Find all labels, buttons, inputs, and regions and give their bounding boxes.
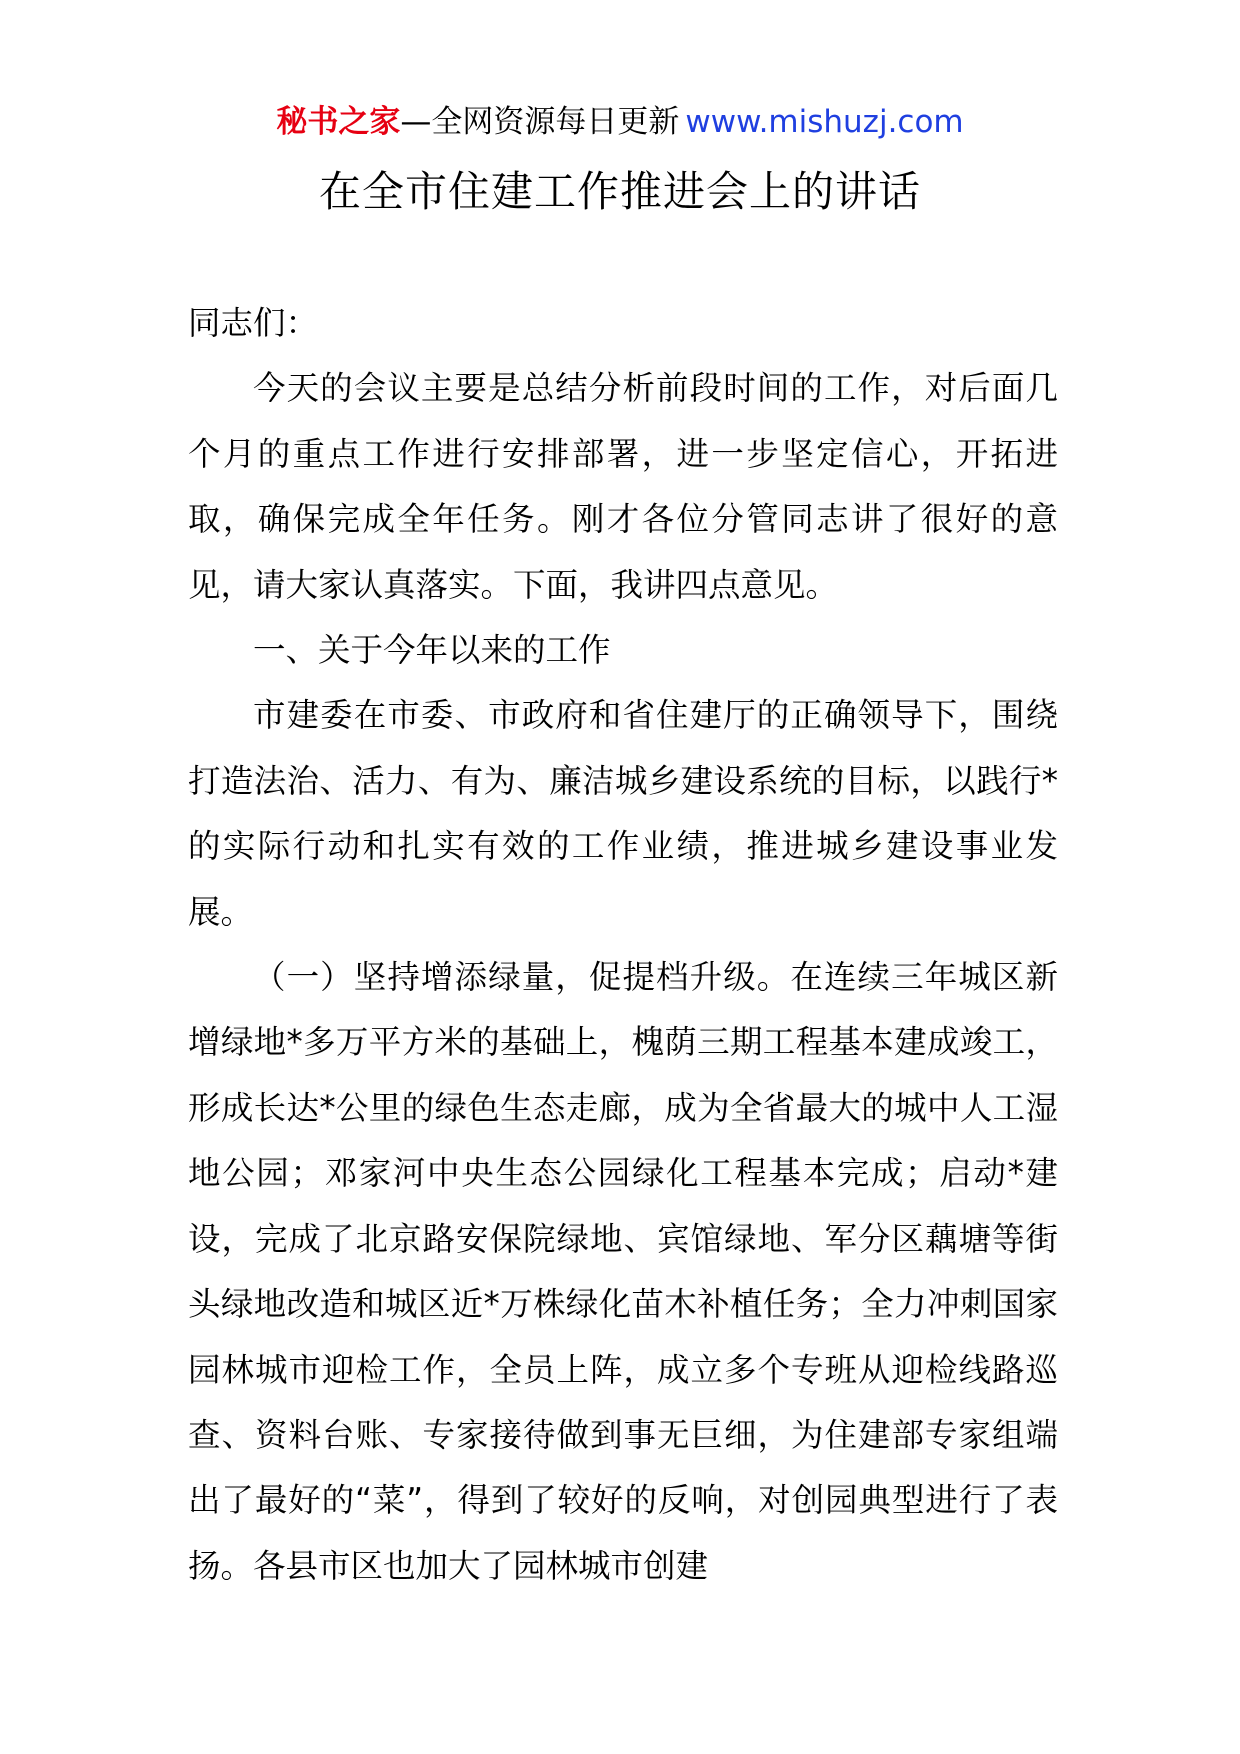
document-title: 在全市住建工作推进会上的讲话 xyxy=(318,167,921,216)
site-header xyxy=(0,100,1240,144)
header-tagline: —全网资源每日更新 xyxy=(400,104,680,140)
salutation: 同志们： xyxy=(188,304,319,342)
site-url-link[interactable]: www.mishuzj.com xyxy=(685,104,964,140)
document-body xyxy=(188,291,1058,1599)
paragraph-greening: （一）坚持增添绿量，促提档升级。在连续三年城区新增绿地*多万平方米的基础上，槐荫三期工程基本建成竣工，形成长达*公里的绿色生态走廊，成为全省最大的城中人工湿地公园；邓家河中央生态公园绿化工程基本完成；启动*建设，完成了北京路安保院绿地、宾馆绿地、军分区藕塘等街头绿地改造和城区近*万株绿化苗木补植任务；全力冲刺国家园林城市迎检工作，全员上阵，成立多个专班从迎检线路巡查、资料台账、专家接待做到事无巨细，为住建部专家组端出了最好的“菜”，得到了较好的反响，对创园典型进行了表扬。各县市区也加大了园林城市创建 xyxy=(188,958,1058,1585)
brand-name: 秘书之家 xyxy=(276,104,401,140)
paragraph-intro: 今天的会议主要是总结分析前段时间的工作，对后面几个月的重点工作进行安排部署，进一步坚定信心，开拓进取，确保完成全年任务。刚才各位分管同志讲了很好的意见，请大家认真落实。下面，我讲四点意见。 xyxy=(188,369,1058,604)
paragraph-overview: 市建委在市委、市政府和省住建厅的正确领导下，围绕打造法治、活力、有为、廉洁城乡建设系统的目标，以践行*的实际行动和扎实有效的工作业绩，推进城乡建设事业发展。 xyxy=(188,696,1058,931)
section-heading: 一、关于今年以来的工作 xyxy=(253,631,611,670)
